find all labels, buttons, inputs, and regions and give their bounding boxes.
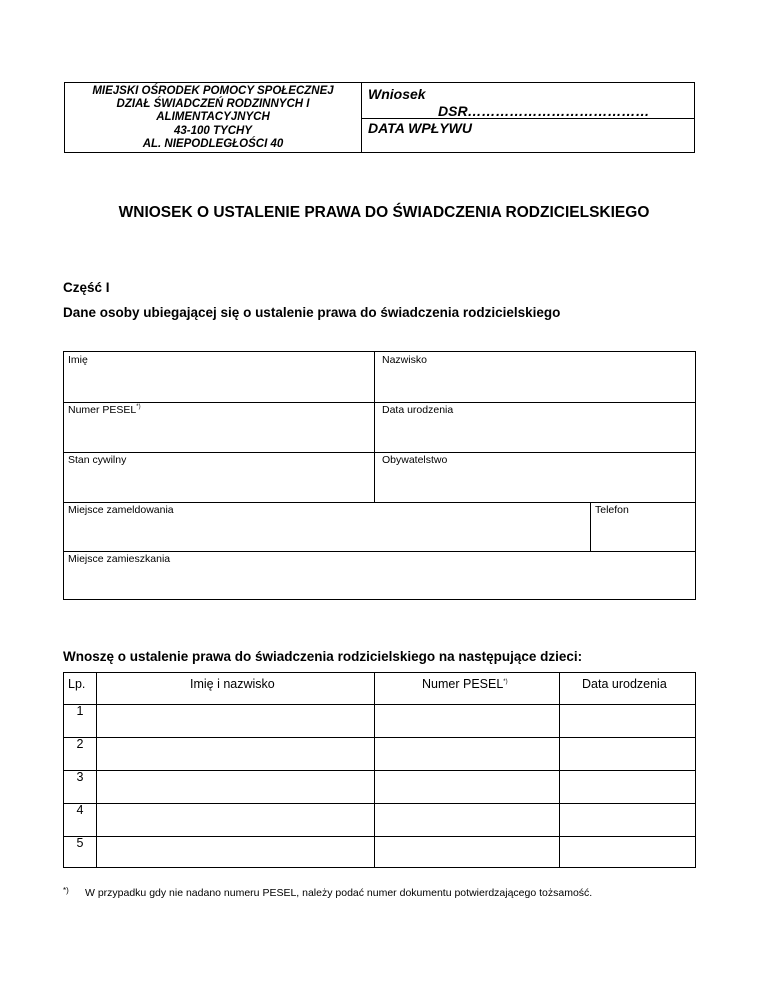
nazwisko-field[interactable]: Nazwisko [382, 354, 427, 366]
imie-field[interactable]: Imię [68, 354, 88, 366]
dsr-number-field[interactable]: DSR………………………………… [438, 103, 650, 119]
form-title: WNIOSEK O USTALENIE PRAWA DO ŚWIADCZENIA RODZICIELSKIEGO [118, 204, 650, 221]
grid-divider [374, 352, 375, 502]
row-number: 4 [76, 803, 84, 817]
table-divider [64, 737, 695, 738]
part-heading: Część I [63, 280, 110, 295]
office-line-5: AL. NIEPODLEGŁOŚCI 40 [142, 137, 284, 150]
wniosek-label: Wniosek [368, 86, 426, 102]
intake-divider [362, 118, 694, 119]
col-header-pesel-label: Numer PESEL [422, 677, 504, 691]
office-line-4: 43-100 TYCHY [174, 124, 252, 137]
miejsce-zamieszkania-field[interactable]: Miejsce zamieszkania [68, 553, 171, 565]
office-address-box [64, 82, 362, 153]
footnote [63, 886, 592, 899]
footnote-marker: *) [503, 679, 508, 685]
telefon-field[interactable]: Telefon [595, 504, 629, 516]
row-number: 3 [76, 770, 84, 784]
obywatelstwo-field[interactable]: Obywatelstwo [382, 454, 448, 466]
footnote-text: W przypadku gdy nie nadano numeru PESEL, należy podać numer dokumentu potwierdzającego tożsamość. [85, 887, 593, 899]
grid-divider [590, 502, 591, 551]
col-header-name: Imię i nazwisko [190, 677, 275, 691]
grid-divider [64, 452, 695, 453]
data-wplywu-field[interactable]: DATA WPŁYWU [368, 120, 472, 136]
children-table [63, 672, 696, 868]
applicant-data-table [63, 351, 696, 600]
col-header-lp: Lp. [68, 677, 86, 691]
footnote-marker: *) [136, 404, 141, 410]
part-subheading: Dane osoby ubiegającej się o ustalenie prawa do świadczenia rodzicielskiego [63, 305, 561, 320]
intake-box [362, 82, 695, 153]
data-urodzenia-field[interactable]: Data urodzenia [382, 404, 454, 416]
table-divider [64, 704, 695, 705]
row-number: 2 [76, 737, 84, 751]
pesel-label: Numer PESEL [68, 404, 137, 416]
stan-cywilny-field[interactable]: Stan cywilny [68, 454, 127, 466]
table-divider [64, 770, 695, 771]
pesel-field[interactable] [68, 404, 141, 416]
row-number: 5 [76, 836, 84, 850]
table-divider [64, 836, 695, 837]
office-line-2: DZIAŁ ŚWIADCZEŃ RODZINNYCH I [116, 98, 310, 111]
children-heading: Wnoszę o ustalenie prawa do świadczenia rodzicielskiego na następujące dzieci: [63, 649, 583, 664]
col-header-dob: Data urodzenia [582, 677, 667, 691]
grid-divider [64, 402, 695, 403]
table-divider [64, 803, 695, 804]
office-line-1: MIEJSKI OŚRODEK POMOCY SPOŁECZNEJ [92, 85, 334, 97]
row-number: 1 [76, 704, 84, 718]
footnote-marker: *) [63, 886, 69, 895]
grid-divider [64, 502, 695, 503]
miejsce-zameldowania-field[interactable]: Miejsce zameldowania [68, 504, 174, 516]
office-line-3: ALIMENTACYJNYCH [156, 111, 270, 124]
col-header-pesel [422, 677, 508, 691]
grid-divider [64, 551, 695, 552]
